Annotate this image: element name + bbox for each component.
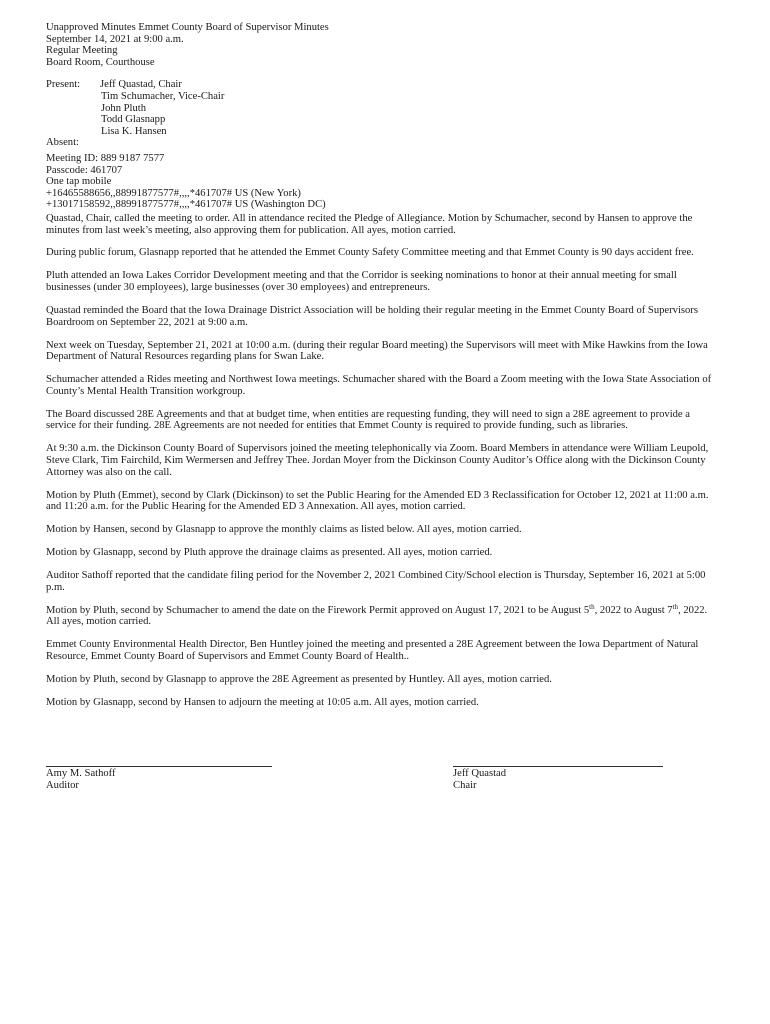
paragraph: Motion by Glasnapp, second by Pluth approve the drainage claims as presented. All ayes, motion carried. <box>46 547 493 559</box>
paragraph: Pluth attended an Iowa Lakes Corridor Development meeting and that the Corridor is seeking nominations to honor at their annual meeting for small businesses (under 30 employees), large businesses (over 30 employees) and entrepreneurs. <box>46 270 677 294</box>
paragraph: The Board discussed 28E Agreements and that at budget time, when entities are requesting funding, they will need to sign a 28E agreement to provide a service for their funding. 28E Agreements are not needed for entities that Emmet County is required to provide funding, such as libraries. <box>46 408 690 432</box>
meeting-info <box>46 153 716 211</box>
paragraph: Schumacher attended a Rides meeting and Northwest Iowa meetings. Schumacher shared with the Board a Zoom meeting with the Iowa State Association of County’s Mental Health Transition workgroup. <box>46 374 712 397</box>
signature-chair <box>453 766 663 791</box>
document-title: Unapproved Minutes Emmet County Board of Supervisor Minutes <box>46 22 329 33</box>
signer-name: Amy M. Sathoff <box>46 768 116 779</box>
paragraph: Next week on Tuesday, September 21, 2021 at 10:00 a.m. (during their regular Board meeting) the Supervisors will meet with Mike Hawkins from the Iowa Department of Natural Resources regarding plans for Swan Lake. <box>46 339 708 363</box>
signer-name: Jeff Quastad <box>453 768 507 779</box>
member-name: Todd Glasnapp <box>101 114 166 126</box>
paragraph: Motion by Pluth, second by Glasnapp to approve the 28E Agreement as presented by Huntley. All ayes, motion carried. <box>46 673 552 685</box>
dial-number: +16465588656,,88991877577#,,,,*461707# US (New York) <box>46 187 301 199</box>
member-name: John Pluth <box>101 102 147 114</box>
absent-label: Absent: <box>46 137 79 149</box>
meeting-location: Board Room, Courthouse <box>46 56 155 68</box>
firework-text: Motion by Pluth, second by Schumacher to amend the date on the Firework Permit approved on August 17, 2021 to be August 5 <box>46 604 590 616</box>
paragraph: Quastad, Chair, called the meeting to order. All in attendance recited the Pledge of Allegiance. Motion by Schumacher, second by Hansen to approve the minutes from last week’s meeting, also approving them for publication. All ayes, motion carried. <box>46 212 693 236</box>
paragraph: Motion by Hansen, second by Glasnapp to approve the monthly claims as listed below. All ayes, motion carried. <box>46 524 522 536</box>
member-name: Tim Schumacher, Vice-Chair <box>101 90 225 102</box>
superscript: th <box>589 602 595 611</box>
signature-line <box>453 766 663 767</box>
signature-line <box>46 766 272 767</box>
meeting-date: September 14, 2021 at 9:00 a.m. <box>46 33 184 45</box>
one-tap-label: One tap mobile <box>46 176 112 188</box>
member-name: Jeff Quastad, Chair <box>100 79 182 91</box>
minutes-body <box>46 213 716 708</box>
superscript: th <box>672 602 679 611</box>
present-members <box>100 79 224 137</box>
signature-auditor <box>46 766 272 791</box>
minutes-document <box>46 22 716 720</box>
document-header <box>46 22 716 68</box>
firework-text: , 2022 to August 7 <box>594 604 673 616</box>
paragraph: Quastad reminded the Board that the Iowa Drainage District Association will be holding their regular meeting in the Emmet County Board of Supervisors Boardroom on September 22, 2021 at 9:00 a.m. <box>46 305 698 328</box>
paragraph: During public forum, Glasnapp reported that he attended the Emmet County Safety Committee meeting and that Emmet County is 90 days accident free. <box>46 247 694 259</box>
paragraph: Motion by Glasnapp, second by Hansen to adjourn the meeting at 10:05 a.m. All ayes, motion carried. <box>46 696 479 708</box>
present-label: Present: <box>46 79 81 91</box>
member-name: Lisa K. Hansen <box>101 125 167 137</box>
signer-title: Chair <box>453 779 477 791</box>
dial-number: +13017158592,,88991877577#,,,,*461707# US (Washington DC) <box>46 199 326 211</box>
paragraph: Motion by Pluth (Emmet), second by Clark (Dickinson) to set the Public Hearing for the Amended ED 3 Reclassification for October 12, 2021 at 11:00 a.m. and 11:20 a.m. for the Public Hearing for the Amended ED 3 Annexation. All ayes, motion carried. <box>46 489 709 513</box>
meeting-id: Meeting ID: 889 9187 7577 <box>46 152 165 164</box>
signer-title: Auditor <box>46 779 79 791</box>
passcode: Passcode: 461707 <box>46 164 123 176</box>
paragraph: At 9:30 a.m. the Dickinson County Board of Supervisors joined the meeting telephonically via Zoom. Board Members in attendance were William Leupold, Steve Clark, Tim Fairchild, Kim Wermersen and Jeffrey Thee. Jordan Moyer from the Dickinson County Auditor’s Office along with the Dickinson County Attorney was also on the call. <box>46 443 709 478</box>
paragraph: Auditor Sathoff reported that the candidate filing period for the November 2, 2021 Combined City/School election is Thursday, September 16, 2021 at 5:00 p.m. <box>46 570 706 593</box>
present-section <box>46 79 716 137</box>
firework-text: , 2022. All ayes, motion carried. <box>46 604 708 628</box>
firework-paragraph <box>46 602 716 628</box>
paragraph: Emmet County Environmental Health Director, Ben Huntley joined the meeting and presented a 28E Agreement between the Iowa Department of Natural Resource, Emmet County Board of Supervisors and Emmet County Board of Health.. <box>46 639 699 662</box>
meeting-type: Regular Meeting <box>46 45 118 57</box>
